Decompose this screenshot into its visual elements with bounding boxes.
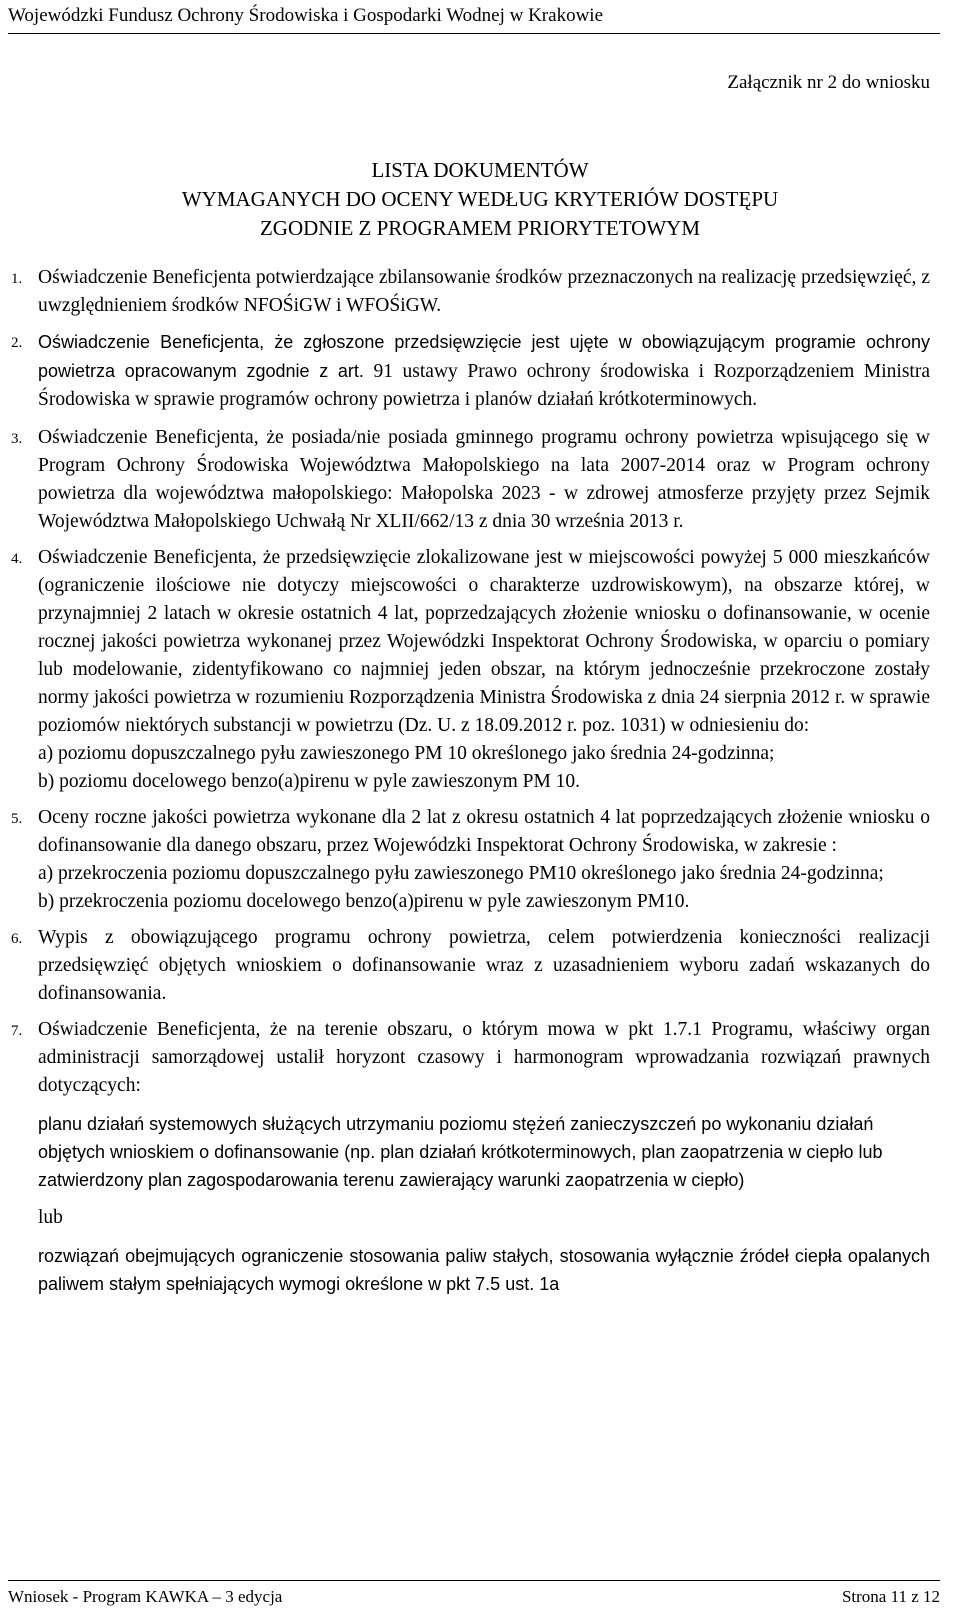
item-text-sans: Oświadczenie Beneficjenta, że zgłoszone przedsięwzięcie jest ujęte w obowiązującym programie ochrony powietrza opracowanym zgodnie z art. — [38, 332, 930, 381]
list-item-3 — [8, 424, 930, 536]
item-number: 7. — [11, 1023, 23, 1039]
item-text-serif: 91 ustawy Prawo ochrony środowiska i Rozporządzeniem Ministra Środowiska w sprawie programów ochrony powietrza i planów działań krótkoterminowych. — [38, 361, 930, 410]
item-sub-a: a) poziomu dopuszczalnego pyłu zawieszonego PM 10 określonego jako średnia 24-godzinna; — [38, 743, 775, 764]
title-line-1: LISTA DOKUMENTÓW — [371, 158, 589, 182]
list-item-4 — [8, 544, 930, 796]
item-text: Oświadczenie Beneficjenta potwierdzające zbilansowanie środków przeznaczonych na realizację przedsięwzięć, z uwzględnieniem środków NFOŚiGW i WFOŚiGW. — [38, 267, 930, 316]
paragraph-solutions: rozwiązań obejmujących ograniczenie stosowania paliw stałych, stosowania wyłącznie źródeł ciepła opalanych paliwem stałym spełniających wymogi określone w pkt 7.5 ust. 1a — [38, 1246, 930, 1294]
item-number: 3. — [11, 431, 23, 447]
document-list — [8, 264, 930, 1298]
item-number: 6. — [11, 931, 23, 947]
item-sub-a: a) przekroczenia poziomu dopuszczalnego pyłu zawieszonego PM10 określonego jako średnia 24-godzinna; — [38, 863, 884, 884]
list-item-6 — [8, 924, 930, 1008]
page-number: Strona 11 z 12 — [841, 1587, 940, 1606]
item-number: 4. — [11, 551, 23, 567]
list-item-7 — [8, 1016, 930, 1100]
item-number: 2. — [11, 335, 23, 351]
item-number: 1. — [11, 271, 23, 287]
item-text: Oceny roczne jakości powietrza wykonane dla 2 lat z okresu ostatnich 4 lat poprzedzających złożenie wniosku o dofinansowanie dla danego obszaru, przez Wojewódzki Inspektorat Ochrony Środowiska, w zakresie : — [38, 807, 930, 856]
list-item-1 — [8, 264, 930, 320]
item-text: Oświadczenie Beneficjenta, że na terenie obszaru, o którym mowa w pkt 1.7.1 Programu, właściwy organ administracji samorządowej ustalił horyzont czasowy i harmonogram wprowadzania rozwiązań prawnych dotyczących: — [38, 1019, 930, 1096]
item-sub-b: b) poziomu docelowego benzo(a)pirenu w pyle zawieszonym PM 10. — [38, 771, 581, 792]
item-text: Wypis z obowiązującego programu ochrony powietrza, celem potwierdzenia konieczności realizacji przedsięwzięć objętych wnioskiem o dofinansowanie wraz z uzasadnieniem wyboru zadań wskazanych do dofinansowania. — [38, 927, 930, 1004]
footer-left: Wniosek - Program KAWKA – 3 edycja — [8, 1587, 283, 1606]
page-header — [8, 3, 940, 34]
page-footer — [8, 1580, 940, 1606]
list-item-2 — [8, 328, 930, 414]
item-sub-b: b) przekroczenia poziomu docelowego benzo(a)pirenu w pyle zawieszonym PM10. — [38, 891, 690, 912]
title-line-3: ZGODNIE Z PROGRAMEM PRIORYTETOWYM — [259, 216, 701, 240]
paragraph-or: lub — [38, 1207, 63, 1228]
paragraph-plan: planu działań systemowych służących utrzymaniu poziomu stężeń zanieczyszczeń po wykonaniu działań objętych wnioskiem o dofinansowanie (np. plan działań krótkoterminowych, plan zaopatrzenia w ciepło lub zatwierdzony plan zagospodarowania terenu zawierający warunki zaopatrzenia w ciepło) — [38, 1114, 883, 1190]
annex-label: Załącznik nr 2 do wniosku — [727, 72, 930, 93]
document-title — [0, 156, 960, 243]
title-line-2: WYMAGANYCH DO OCENY WEDŁUG KRYTERIÓW DOSTĘPU — [181, 187, 779, 211]
item-number: 5. — [11, 811, 23, 827]
header-text: Wojewódzki Fundusz Ochrony Środowiska i Gospodarki Wodnej w Krakowie — [8, 5, 604, 26]
item-text: Oświadczenie Beneficjenta, że przedsięwzięcie zlokalizowane jest w miejscowości powyżej 5 000 mieszkańców (ograniczenie ilościowe nie dotyczy miejscowości o charakterze uzdrowiskowym), na obszarze której, w przynajmniej 2 latach w okresie ostatnich 4 lat, poprzedzających złożenie wniosku o dofinansowanie, w ocenie rocznej jakości powietrza wykonanej przez Wojewódzki Inspektorat Ochrony Środowiska, w oparciu o pomiary lub modelowanie, zidentyfikowano co najmniej jeden obszar, na którym jednocześnie przekroczone zostały normy jakości powietrza w rozumieniu Rozporządzenia Ministra Środowiska z dnia 24 sierpnia 2012 r. w sprawie poziomów niektórych substancji w powietrzu (Dz. U. z 18.09.2012 r. poz. 1031) w odniesieniu do: — [38, 547, 930, 736]
item-text: Oświadczenie Beneficjenta, że posiada/nie posiada gminnego programu ochrony powietrza wpisującego się w Program Ochrony Środowiska Województwa Małopolskiego na lata 2007-2014 oraz w Program ochrony powietrza dla województwa małopolskiego: Małopolska 2023 - w zdrowej atmosferze przyjęty przez Sejmik Województwa Małopolskiego Uchwałą Nr XLII/662/13 z dnia 30 września 2013 r. — [38, 427, 930, 532]
list-item-5 — [8, 804, 930, 916]
